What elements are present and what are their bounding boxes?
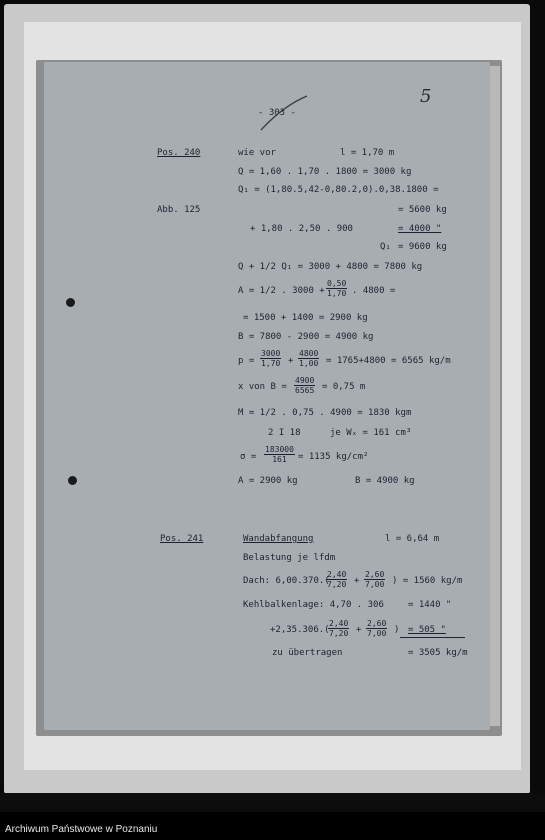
pos240-line11-a: p = bbox=[238, 356, 255, 366]
pos240-line1-b: l = 1,70 m bbox=[340, 148, 395, 158]
pos241-plus-fraction-2 bbox=[366, 619, 387, 638]
pos240-line10: B = 7800 - 2900 = 4900 kg bbox=[238, 332, 374, 342]
pos240-line8-a: A = 1/2 . 3000 + bbox=[238, 286, 325, 296]
fraction-denominator: 1,70 bbox=[327, 289, 347, 298]
pos241-plus-plus: + bbox=[356, 625, 362, 635]
handwritten-page-number: 5 bbox=[420, 86, 432, 107]
pos240-line13: M = 1/2 . 0,75 . 4900 = 1830 kgm bbox=[238, 408, 412, 418]
pos240-line8-fraction bbox=[326, 279, 347, 298]
pos240-line12-b: = 0,75 m bbox=[322, 382, 366, 392]
pos240-line11-fraction-2 bbox=[298, 349, 319, 368]
fraction-numerator: 4800 bbox=[299, 349, 319, 358]
pos240-line6-a: Q₁ bbox=[380, 242, 391, 252]
fraction-denominator: 1,00 bbox=[299, 359, 319, 368]
pos240-line9: = 1500 + 1400 = 2900 kg bbox=[243, 313, 368, 323]
pos240-line15-a: σ = bbox=[240, 452, 257, 462]
pos241-dach-a: Dach: 6,00.370.( bbox=[243, 576, 330, 586]
pos241-title: Wandabfangung bbox=[243, 534, 314, 544]
fraction-denominator: 7,20 bbox=[327, 580, 347, 589]
fraction-numerator: 0,50 bbox=[327, 279, 347, 288]
fraction-denominator: 161 bbox=[272, 455, 287, 464]
pos240-line3: Q₁ = (1,80.5,42-0,80.2,0).0,38.1800 = bbox=[238, 185, 439, 195]
pos241-label: Pos. 241 bbox=[160, 534, 204, 544]
pos240-line8-b: . 4800 = bbox=[352, 286, 396, 296]
sheet-edge bbox=[490, 66, 500, 726]
punch-hole-top bbox=[66, 298, 75, 307]
fraction-numerator: 183000 bbox=[265, 445, 294, 454]
pos241-plus-a: +2,35.306.( bbox=[270, 625, 330, 635]
pos240-line16-b: B = 4900 kg bbox=[355, 476, 415, 486]
pos240-line12-fraction bbox=[294, 376, 315, 395]
film-strip bbox=[0, 793, 545, 809]
fraction-numerator: 4900 bbox=[295, 376, 315, 385]
pos240-line14-b: je Wₓ = 161 cm³ bbox=[330, 428, 412, 438]
fraction-denominator: 6565 bbox=[295, 386, 315, 395]
pos240-line7: Q + 1/2 Q₁ = 3000 + 4800 = 7800 kg bbox=[238, 262, 423, 272]
pos240-line12-a: x von B = bbox=[238, 382, 287, 392]
pos240-line11-b: = 1765+4800 = 6565 kg/m bbox=[326, 356, 451, 366]
fraction-numerator: 2,40 bbox=[327, 570, 347, 579]
pos240-line14-a: 2 I 18 bbox=[268, 428, 301, 438]
pos241-sum-val: = 3505 kg/m bbox=[408, 648, 468, 658]
pos241-dach-fraction-1 bbox=[326, 570, 347, 589]
pos240-line16-a: A = 2900 kg bbox=[238, 476, 298, 486]
pos241-plus-val: = 505 " bbox=[408, 625, 446, 635]
pos240-line15-fraction bbox=[264, 445, 295, 464]
fraction-denominator: 7,20 bbox=[329, 629, 349, 638]
sum-rule bbox=[400, 637, 465, 638]
pos240-line11-fraction-1 bbox=[260, 349, 281, 368]
fraction-numerator: 3000 bbox=[261, 349, 281, 358]
fraction-numerator: 2,60 bbox=[367, 619, 387, 628]
fraction-numerator: 2,60 bbox=[365, 570, 385, 579]
pencil-stroke bbox=[255, 92, 315, 134]
pos240-line5-b: = 4000 " bbox=[398, 224, 442, 234]
pos241-length: l = 6,64 m bbox=[385, 534, 440, 544]
figure-reference: Abb. 125 bbox=[157, 205, 201, 215]
pos241-plus-fraction-1 bbox=[328, 619, 349, 638]
pos241-kehl-val: = 1440 " bbox=[408, 600, 452, 610]
pos240-line4: = 5600 kg bbox=[398, 205, 447, 215]
pos241-dach-plus: + bbox=[354, 576, 360, 586]
page-number: - 303 - bbox=[258, 108, 296, 118]
pos241-kehl: Kehlbalkenlage: 4,70 . 306 bbox=[243, 600, 384, 610]
pos240-line15-b: = 1135 kg/cm² bbox=[298, 452, 369, 462]
pos241-belastung: Belastung je lfdm bbox=[243, 553, 336, 563]
pos241-plus-b: ) bbox=[394, 625, 400, 635]
pos241-dach-b: ) = 1560 kg/m bbox=[392, 576, 463, 586]
pos240-line11-plus: + bbox=[288, 356, 294, 366]
fraction-numerator: 2,40 bbox=[329, 619, 349, 628]
archive-name: Archiwum Państwowe w Poznaniu bbox=[5, 824, 158, 835]
pos241-sum-label: zu übertragen bbox=[272, 648, 343, 658]
punch-hole-bottom bbox=[68, 476, 77, 485]
pos240-line6-b: = 9600 kg bbox=[398, 242, 447, 252]
pos240-line2: Q = 1,60 . 1,70 . 1800 = 3000 kg bbox=[238, 167, 412, 177]
pos240-line1-a: wie vor bbox=[238, 148, 276, 158]
pos241-dach-fraction-2 bbox=[364, 570, 385, 589]
fraction-denominator: 7,00 bbox=[365, 580, 385, 589]
pos240-line5-a: + 1,80 . 2,50 . 900 bbox=[250, 224, 353, 234]
pos240-label: Pos. 240 bbox=[157, 148, 201, 158]
fraction-denominator: 1,70 bbox=[261, 359, 281, 368]
fraction-denominator: 7,00 bbox=[367, 629, 387, 638]
